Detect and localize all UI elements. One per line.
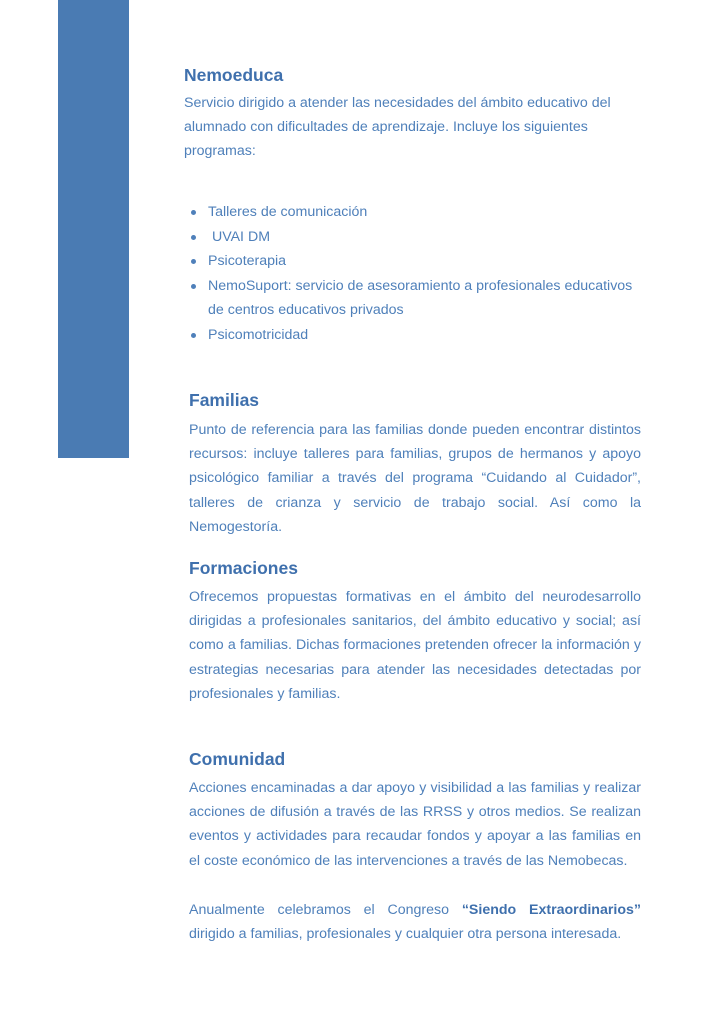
nemoeduca-programs-list [184, 200, 634, 347]
list-item: Psicomotricidad [184, 323, 634, 348]
comunidad-congress: Anualmente celebramos el Congreso “Siendo Extraordinarios” dirigido a familias, profesionales y cualquier otra persona interesada. [189, 902, 641, 943]
formaciones-body: Ofrecemos propuestas formativas en el ámbito del neurodesarrollo dirigidas a profesionales sanitarios, del ámbito educativo y social; así como a familias. Dichas formaciones pretenden ofrecer la información y estrategias necesarias para atender las necesidades detectadas por profesionales y familias. [189, 589, 641, 702]
bullet-icon [191, 333, 196, 338]
list-item: Talleres de comunicación [184, 200, 634, 225]
section-title-familias: Familias [189, 390, 260, 410]
bullet-icon [191, 284, 196, 289]
comunidad-body: Acciones encaminadas a dar apoyo y visibilidad a las familias y realizar acciones de difusión a través de las RRSS y otros medios. Se realizan eventos y actividades para recaudar fondos y apoyar a las familias en el coste económico de las intervenciones a través de las Nemobecas. [189, 780, 641, 869]
list-item: NemoSuport: servicio de asesoramiento a profesionales educativos de centros educativos privados [184, 274, 634, 323]
section-title-comunidad: Comunidad [189, 749, 286, 769]
bullet-icon [191, 210, 196, 215]
list-item: UVAI DM [184, 225, 634, 250]
section-title-formaciones: Formaciones [189, 558, 298, 578]
congress-name: “Siendo Extraordinarios” [461, 902, 641, 918]
accent-side-bar [58, 0, 129, 458]
list-item: Psicoterapia [184, 249, 634, 274]
nemoeduca-intro: Servicio dirigido a atender las necesidades del ámbito educativo del alumnado con dificultades de aprendizaje. Incluye los siguientes programas: [184, 95, 611, 160]
bullet-icon [191, 235, 196, 240]
section-title-nemoeduca: Nemoeduca [184, 65, 284, 85]
familias-body: Punto de referencia para las familias donde pueden encontrar distintos recursos: incluye talleres para familias, grupos de hermanos y apoyo psicológico familiar a través del programa “Cuidando al Cuidador”, talleres de crianza y servicio de trabajo social. Así como la Nemogestoría. [189, 422, 641, 535]
bullet-icon [191, 259, 196, 264]
